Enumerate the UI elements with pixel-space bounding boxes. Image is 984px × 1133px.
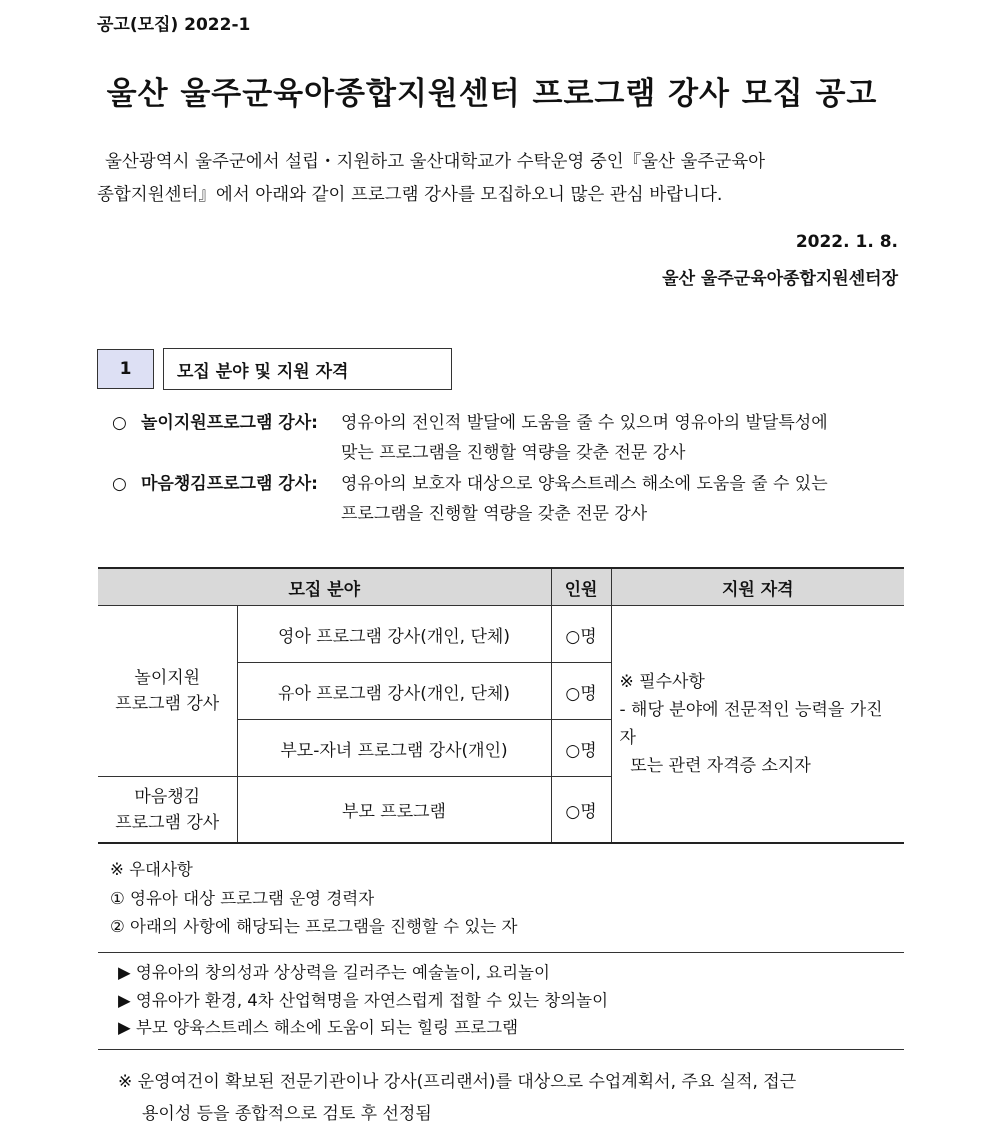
field-desc-line-2: 맞는 프로그램을 진행할 역량을 갖춘 전문 강사 — [341, 443, 686, 463]
field-item-play — [112, 408, 902, 470]
table-row-count: ○명 — [551, 606, 611, 663]
table-row-program: 유아 프로그램 강사(개인, 단체) — [237, 663, 551, 720]
intro-line-2: 종합지원센터』에서 아래와 같이 프로그램 강사를 모집하오니 많은 관심 바랍니다. — [97, 185, 723, 205]
table-bottom-rule — [98, 842, 904, 844]
table-row-program: 부모-자녀 프로그램 강사(개인) — [237, 720, 551, 777]
note-line-1: ※ 운영여건이 확보된 전문기관이나 강사(프리랜서)를 대상으로 수업계획서, 주요 실적, 접근 — [118, 1072, 797, 1092]
qual-line: - 해당 분야에 전문적인 능력을 가진 자 — [619, 700, 883, 748]
table-row-count: ○명 — [551, 720, 611, 777]
intro-paragraph — [97, 146, 907, 212]
circle-marker: ○ — [112, 474, 127, 494]
table-row-count: ○명 — [551, 663, 611, 720]
group-play-program: 놀이지원 프로그램 강사 — [98, 606, 237, 777]
table-row-count: ○명 — [551, 777, 611, 843]
divider — [98, 1049, 904, 1050]
intro-line-1: 울산광역시 울주군에서 설립・지원하고 울산대학교가 수탁운영 중인『울산 울주군육아 — [105, 152, 766, 172]
table-row-program: 부모 프로그램 — [237, 777, 551, 843]
header-field: 모집 분야 — [98, 568, 551, 606]
note-line-2: 용이성 등을 종합적으로 검토 후 선정됨 — [142, 1104, 432, 1124]
section-number: 1 — [97, 349, 154, 389]
preference-item-2: ② 아래의 사항에 해당되는 프로그램을 진행할 수 있는 자 — [110, 917, 518, 936]
issuer-name: 울산 울주군육아종합지원센터장 — [662, 269, 898, 289]
header-qualification: 지원 자격 — [611, 568, 904, 606]
selection-note — [118, 1066, 898, 1130]
circle-marker: ○ — [112, 413, 127, 433]
page-title: 울산 울주군육아종합지원센터 프로그램 강사 모집 공고 — [106, 76, 878, 112]
recruitment-table — [98, 567, 904, 843]
bullet-item: ▶ 영유아의 창의성과 상상력을 길러주는 예술놀이, 요리놀이 — [118, 963, 550, 982]
bullet-item: ▶ 부모 양육스트레스 해소에 도움이 되는 힐링 프로그램 — [118, 1018, 519, 1037]
bullet-item: ▶ 영유아가 환경, 4차 산업혁명을 자연스럽게 접할 수 있는 창의놀이 — [118, 991, 609, 1010]
field-label: 마음챙김프로그램 강사: — [141, 474, 318, 494]
table-row-program: 영아 프로그램 강사(개인, 단체) — [237, 606, 551, 663]
divider — [98, 952, 904, 953]
notice-date: 2022. 1. 8. — [795, 232, 898, 252]
qualification-cell — [611, 606, 904, 843]
field-item-mindfulness — [112, 469, 902, 531]
field-desc-line-1: 영유아의 전인적 발달에 도움을 줄 수 있으며 영유아의 발달특성에 — [341, 413, 828, 433]
field-desc-line-2: 프로그램을 진행할 역량을 갖춘 전문 강사 — [341, 504, 648, 524]
preference-item-1: ① 영유아 대상 프로그램 운영 경력자 — [110, 889, 375, 908]
header-count: 인원 — [551, 568, 611, 606]
field-desc-line-1: 영유아의 보호자 대상으로 양육스트레스 해소에 도움을 줄 수 있는 — [341, 474, 828, 494]
qual-heading: ※ 필수사항 — [619, 672, 705, 692]
field-label: 놀이지원프로그램 강사: — [141, 413, 318, 433]
section-title: 모집 분야 및 지원 자격 — [163, 348, 452, 390]
preference-heading: ※ 우대사항 — [110, 860, 193, 879]
qual-line: 또는 관련 자격증 소지자 — [619, 756, 811, 776]
notice-number: 공고(모집) 2022-1 — [97, 15, 251, 35]
group-mindfulness-program: 마음챙김 프로그램 강사 — [98, 777, 237, 843]
